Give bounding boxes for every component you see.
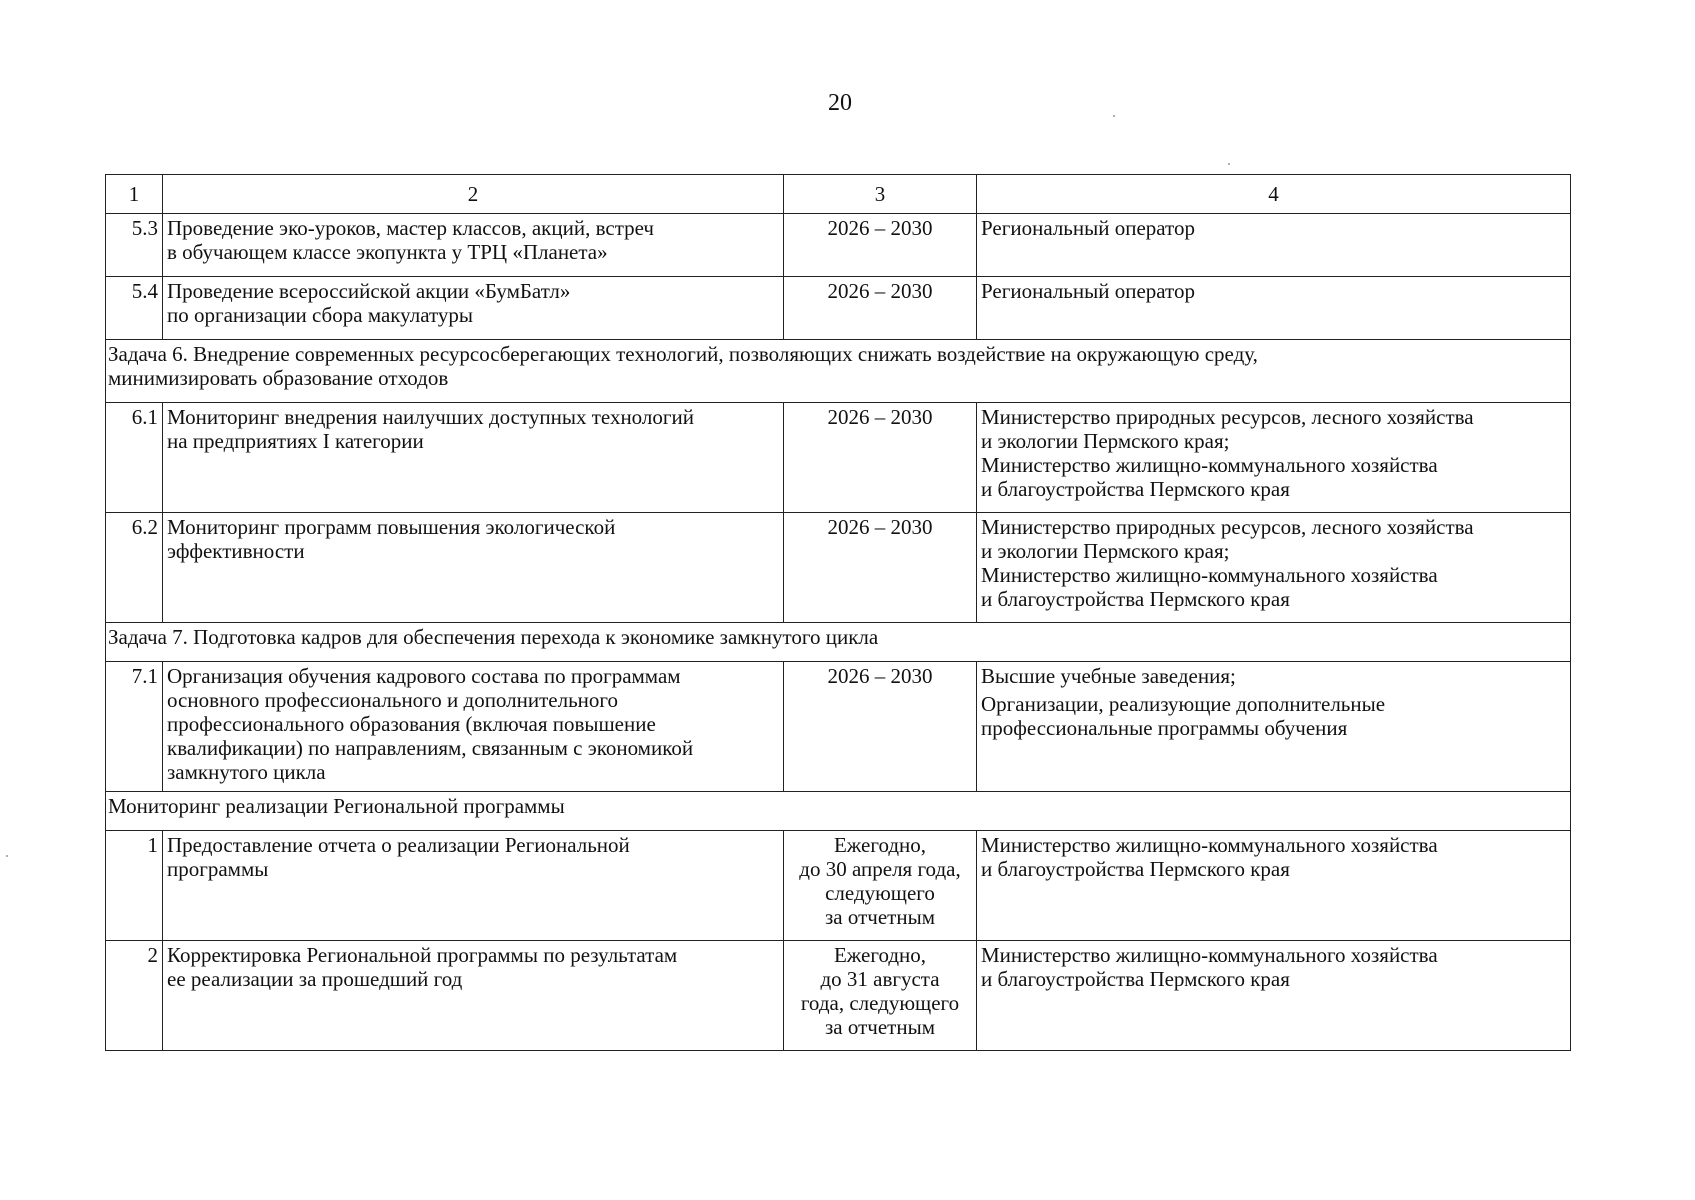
term-line: 2026 – 2030 [827, 515, 933, 539]
term-line: за отчетным [825, 905, 935, 929]
term-line: Ежегодно, [833, 943, 927, 967]
responsible-cell [977, 831, 1571, 941]
responsible-line: Региональный оператор [981, 216, 1195, 240]
responsible-line: Министерство жилищно-коммунального хозяйства [981, 943, 1438, 967]
measure-name-line: эффективности [167, 539, 305, 563]
term-cell [784, 662, 977, 792]
column-number-2: 2 [163, 175, 784, 214]
measure-name-cell [163, 941, 784, 1051]
table-row [106, 662, 1571, 792]
responsible-cell [977, 403, 1571, 513]
row-number: 5.4 [106, 277, 163, 340]
task-heading-line: Задача 7. Подготовка кадров для обеспечения перехода к экономике замкнутого цикла [108, 625, 879, 649]
responsible-cell [977, 277, 1571, 340]
task-row [106, 340, 1571, 403]
table-row [106, 941, 1571, 1051]
term-line: 2026 – 2030 [827, 405, 933, 429]
responsible-line: и благоустройства Пермского края [981, 967, 1290, 991]
term-cell [784, 214, 977, 277]
table-row [106, 214, 1571, 277]
responsible-line: Министерство жилищно-коммунального хозяйства [981, 453, 1438, 477]
measures-table [105, 174, 1571, 1051]
measure-name-line: Корректировка Региональной программы по результатам [167, 943, 678, 967]
page-number: 20 [828, 90, 852, 116]
table-row [106, 513, 1571, 623]
term-cell [784, 277, 977, 340]
task-heading-line: минимизировать образование отходов [108, 366, 449, 390]
column-number-4: 4 [977, 175, 1571, 214]
measure-name-line: ее реализации за прошедший год [167, 967, 463, 991]
section-heading [106, 792, 1571, 831]
measure-name-line: Проведение всероссийской акции «БумБатл» [167, 279, 571, 303]
term-line: следующего [825, 881, 935, 905]
measure-name-cell [163, 662, 784, 792]
task-heading [106, 623, 1571, 662]
task-heading-line: Задача 6. Внедрение современных ресурсосберегающих технологий, позволяющих снижать воздействие на окружающую среду, [108, 342, 1258, 366]
term-cell [784, 941, 977, 1051]
measure-name-cell [163, 831, 784, 941]
row-number: 7.1 [106, 662, 163, 792]
section-heading-line: Мониторинг реализации Региональной программы [108, 794, 565, 818]
term-cell [784, 513, 977, 623]
column-number-row [106, 175, 1571, 214]
responsible-line: профессиональные программы обучения [981, 716, 1348, 740]
responsible-cell [977, 214, 1571, 277]
responsible-cell [977, 941, 1571, 1051]
responsible-line: и благоустройства Пермского края [981, 857, 1290, 881]
task-row [106, 623, 1571, 662]
row-number: 6.1 [106, 403, 163, 513]
measure-name-line: квалификации) по направлениям, связанным с экономикой [167, 736, 694, 760]
term-line: 2026 – 2030 [827, 279, 933, 303]
table-row [106, 277, 1571, 340]
measure-name-cell [163, 513, 784, 623]
term-line: 2026 – 2030 [827, 216, 933, 240]
table-row [106, 403, 1571, 513]
measure-name-line: замкнутого цикла [167, 760, 326, 784]
responsible-line: Министерство природных ресурсов, лесного хозяйства [981, 405, 1474, 429]
measure-name-line: по организации сбора макулатуры [167, 303, 474, 327]
responsible-line: и благоустройства Пермского края [981, 477, 1290, 501]
measure-name-line: основного профессионального и дополнительного [167, 688, 618, 712]
measure-name-line: профессионального образования (включая повышение [167, 712, 656, 736]
column-number-1: 1 [106, 175, 163, 214]
term-cell [784, 403, 977, 513]
responsible-cell [977, 662, 1571, 792]
measure-name-cell [163, 214, 784, 277]
responsible-line: и экологии Пермского края; [981, 539, 1230, 563]
scan-speck [1228, 163, 1230, 165]
term-line: до 31 августа [820, 967, 940, 991]
scan-speck [6, 855, 8, 857]
responsible-line: Региональный оператор [981, 279, 1195, 303]
term-line: Ежегодно, [833, 833, 927, 857]
task-row [106, 792, 1571, 831]
term-line: до 30 апреля года, [799, 857, 961, 881]
term-line: 2026 – 2030 [827, 664, 933, 688]
responsible-line: Министерство жилищно-коммунального хозяйства [981, 563, 1438, 587]
measure-name-line: Мониторинг внедрения наилучших доступных технологий [167, 405, 694, 429]
scan-speck [1113, 115, 1115, 117]
row-number: 5.3 [106, 214, 163, 277]
measure-name-line: Предоставление отчета о реализации Региональной [167, 833, 630, 857]
row-number: 2 [106, 941, 163, 1051]
measure-name-line: программы [167, 857, 269, 881]
row-number: 1 [106, 831, 163, 941]
measure-name-line: Организация обучения кадрового состава по программам [167, 664, 681, 688]
responsible-line: Министерство жилищно-коммунального хозяйства [981, 833, 1438, 857]
responsible-line: Министерство природных ресурсов, лесного хозяйства [981, 515, 1474, 539]
responsible-cell [977, 513, 1571, 623]
measure-name-line: на предприятиях I категории [167, 429, 424, 453]
measure-name-line: Проведение эко-уроков, мастер классов, акций, встреч [167, 216, 654, 240]
measure-name-line: в обучающем классе экопункта у ТРЦ «Планета» [167, 240, 608, 264]
measure-name-cell [163, 277, 784, 340]
measure-name-line: Мониторинг программ повышения экологической [167, 515, 616, 539]
term-line: за отчетным [825, 1015, 935, 1039]
responsible-line: и экологии Пермского края; [981, 429, 1230, 453]
column-number-3: 3 [784, 175, 977, 214]
responsible-line: Высшие учебные заведения; [981, 664, 1236, 688]
measure-name-cell [163, 403, 784, 513]
term-line: года, следующего [800, 991, 960, 1015]
table-row [106, 831, 1571, 941]
term-cell [784, 831, 977, 941]
responsible-line: и благоустройства Пермского края [981, 587, 1290, 611]
row-number: 6.2 [106, 513, 163, 623]
task-heading [106, 340, 1571, 403]
responsible-line: Организации, реализующие дополнительные [981, 692, 1386, 716]
